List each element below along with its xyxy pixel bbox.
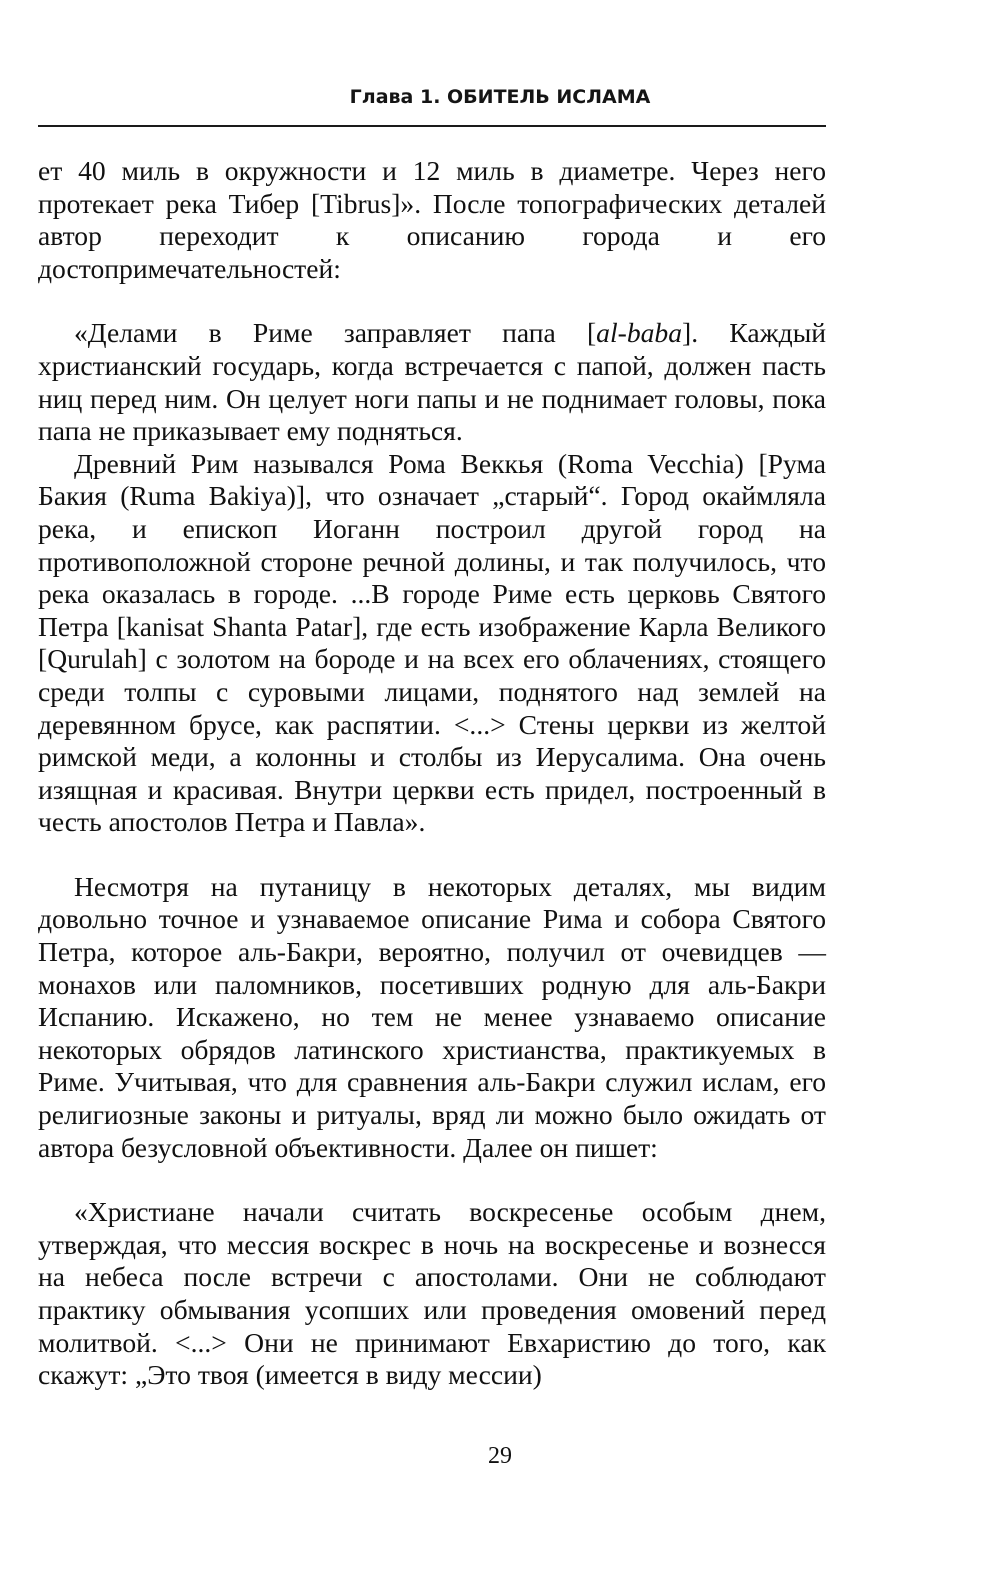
paragraph-continuation: ет 40 миль в окружности и 12 миль в диаметре. Через него протекает река Тибер [Tibrus]». После топографических деталей автор переходит к описанию города и его достопримечательностей: (38, 155, 826, 284)
page-number: 29 (488, 1443, 512, 1469)
paragraph-ancient-rome: Древний Рим назывался Рома Веккья (Roma Vecchia) [Рума Бакия (Ruma Bakiya)], что означает „старый“. Город окаймляла река, и епископ Иоганн построил другой город на противоположной стороне речной долины, и так получилось, что река оказалась в городе. ...В городе Риме есть церковь Святого Петра [kanisat Shanta Patar], где есть изображение Карла Великого [Qurulah] с золотом на бороде и на всех его облачениях, стоящего среди толпы с суровыми лицами, поднятого над землей на деревянном брусе, как распятии. <...> Стены церкви из желтой римской меди, а колонны и столбы из Иерусалима. Она очень изящная и красивая. Внутри церкви есть придел, построенный в честь апостолов Петра и Павла». (38, 447, 826, 838)
running-header: Глава 1. ОБИТЕЛЬ ИСЛАМА (349, 86, 651, 108)
italic-term: al-baba (596, 317, 683, 349)
paragraph-quote-christians: «Христиане начали считать воскресенье особым днем, утверждая, что мессия воскрес в ночь на воскресенье и вознесся на небеса после встречи с апостолами. Они не соблюдают практику обмывания усопших или проведения омовений перед молитвой. <...> Они не принимают Евхаристию до того, как скажут: „Это твоя (имеется в виду мессии) (38, 1196, 826, 1391)
paragraph-quote-pope: «Делами в Риме заправляет папа [al-baba]. Каждый христианский государь, когда встречается с папой, должен пасть ниц перед ним. Он целует ноги папы и не поднимает головы, пока папа не приказывает ему подняться. (38, 317, 826, 447)
header-rule (38, 125, 826, 127)
page-body (38, 155, 826, 1392)
paragraph-commentary: Несмотря на путаницу в некоторых деталях, мы видим довольно точное и узнаваемое описание Рима и собора Святого Петра, которое аль-Бакри, вероятно, получил от очевидцев — монахов или паломников, посетивших родную для аль-Бакри Испанию. Искажено, но тем не менее узнаваемо описание некоторых обрядов латинского христианства, практикуемых в Риме. Учитывая, что для сравнения аль-Бакри служил ислам, его религиозные законы и ритуалы, вряд ли можно было ожидать от автора безусловной объективности. Далее он пишет: (38, 870, 826, 1163)
